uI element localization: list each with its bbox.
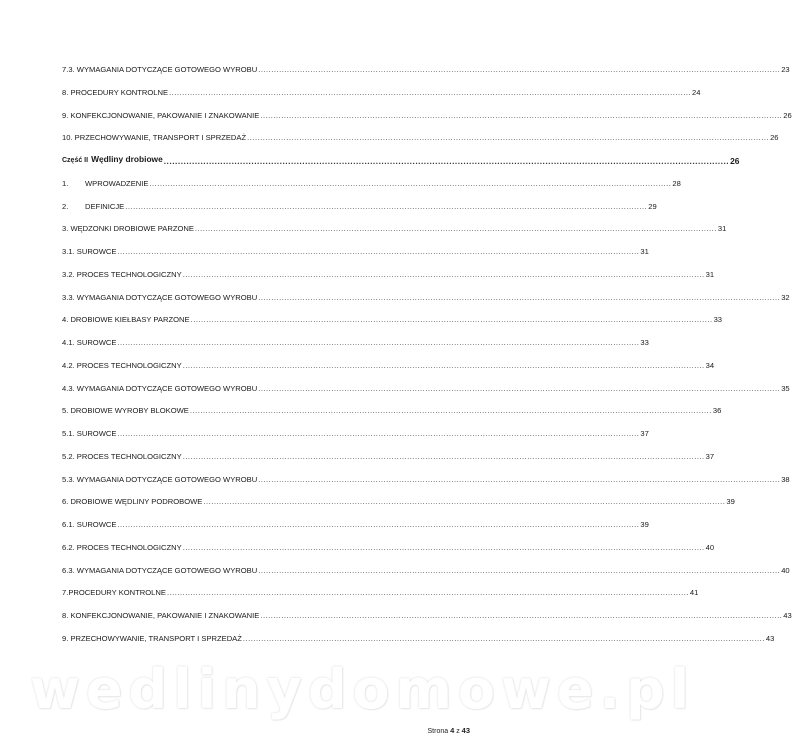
footer-current-page: 4	[450, 726, 455, 735]
toc-entry-page-number: 34	[705, 361, 715, 370]
toc-leader-dots: ........................................................................................................................................................................................................	[169, 88, 692, 97]
toc-leader-dots: ........................................................................................................................................................................................................	[117, 429, 640, 438]
toc-entry[interactable]	[62, 201, 657, 213]
toc-entry-page-number: 26	[730, 156, 740, 166]
toc-entry[interactable]	[62, 633, 775, 645]
toc-entry-label	[62, 451, 182, 463]
toc-entry-label	[62, 474, 257, 486]
toc-entry-label	[62, 110, 259, 122]
toc-leader-dots: ........................................................................................................................................................................................................	[117, 247, 640, 256]
toc-entry-page-number: 31	[717, 224, 727, 233]
toc-entry-title: Wędliny drobiowe	[91, 154, 163, 164]
toc-leader-dots: ........................................................................................................................................................................................................	[190, 315, 713, 324]
toc-entry[interactable]	[62, 565, 790, 577]
toc-entry[interactable]	[62, 587, 699, 599]
toc-entry[interactable]	[62, 87, 701, 99]
toc-entry-page-number: 39	[726, 497, 735, 506]
toc-entry-page-number: 31	[640, 247, 649, 256]
toc-entry-label	[62, 153, 163, 167]
toc-leader-dots: ........................................................................................................................................................................................................	[182, 270, 705, 279]
toc-entry-page-number: 24	[692, 88, 701, 97]
toc-entry-title: 6.3. WYMAGANIA DOTYCZĄCE GOTOWEGO WYROBU	[62, 566, 258, 575]
toc-leader-dots: ........................................................................................................................................................................................................	[182, 543, 705, 552]
toc-leader-dots: ........................................................................................................................................................................................................	[194, 224, 717, 233]
toc-entry-title: 10. PRZECHOWYWANIE, TRANSPORT I SPRZEDAŻ	[62, 133, 247, 142]
toc-leader-dots: ........................................................................................................................................................................................................	[166, 588, 689, 597]
toc-entry-page-number: 26	[770, 133, 779, 142]
toc-entry[interactable]	[62, 405, 722, 417]
toc-entry[interactable]	[62, 610, 792, 622]
toc-entry-title: 4.3. WYMAGANIA DOTYCZĄCE GOTOWEGO WYROBU	[62, 384, 258, 393]
toc-entry-page-number: 39	[640, 520, 649, 529]
toc-entry-number: 2.	[62, 202, 69, 211]
toc-entry-title: 4.2. PROCES TECHNOLOGICZNY	[62, 361, 182, 370]
toc-entry[interactable]	[62, 292, 790, 304]
toc-leader-dots: ........................................................................................................................................................................................................	[182, 361, 705, 370]
toc-entry-page-number: 38	[781, 475, 790, 484]
footer-separator: z	[456, 728, 460, 735]
toc-entry[interactable]	[62, 246, 649, 258]
toc-entry-label	[62, 360, 182, 372]
toc-entry[interactable]	[62, 474, 790, 486]
toc-leader-dots: ........................................................................................................................................................................................................	[242, 634, 765, 643]
toc-entry-page-number: 26	[783, 111, 792, 120]
toc-entry-label	[62, 565, 257, 577]
toc-entry[interactable]	[62, 64, 790, 76]
toc-entry[interactable]	[62, 110, 792, 122]
toc-entry[interactable]	[62, 178, 681, 190]
toc-entry-page-number: 37	[705, 452, 715, 461]
toc-entry-page-number: 43	[783, 611, 792, 620]
toc-entry-label	[62, 223, 194, 235]
toc-entry-title: 4. DROBIOWE KIEŁBASY PARZONE	[62, 315, 190, 324]
toc-entry-title: 3.2. PROCES TECHNOLOGICZNY	[62, 270, 182, 279]
toc-entry[interactable]	[62, 519, 649, 531]
toc-entry-title: 5.1. SUROWCE	[62, 429, 117, 438]
toc-leader-dots: ........................................................................................................................................................................................................	[258, 566, 781, 575]
toc-entry[interactable]	[62, 383, 790, 395]
toc-entry-title: 3. WĘDZONKI DROBIOWE PARZONE	[62, 224, 194, 233]
toc-leader-dots: ........................................................................................................................................................................................................	[258, 293, 781, 302]
toc-leader-dots: ........................................................................................................................................................................................................	[258, 65, 781, 74]
toc-entry[interactable]	[62, 269, 715, 281]
toc-entry-label	[62, 337, 116, 349]
toc-leader-dots: ........................................................................................................................................................................................................	[260, 611, 783, 620]
toc-entry-page-number: 35	[781, 384, 790, 393]
toc-entry[interactable]	[62, 337, 649, 349]
toc-entry-title: 5.2. PROCES TECHNOLOGICZNY	[62, 452, 182, 461]
toc-entry-title: 5. DROBIOWE WYROBY BLOKOWE	[62, 406, 189, 415]
toc-entry-title: 7.3. WYMAGANIA DOTYCZĄCE GOTOWEGO WYROBU	[62, 65, 258, 74]
toc-entry-page-number: 40	[781, 566, 790, 575]
footer-total-pages: 43	[461, 726, 470, 735]
toc-entry-title: 6.2. PROCES TECHNOLOGICZNY	[62, 543, 182, 552]
toc-leader-dots: ........................................................................................................................................................................................................	[125, 202, 648, 211]
watermark: wedlinydomowe.pl	[30, 658, 696, 721]
toc-entry-page-number: 36	[712, 406, 722, 415]
toc-leader-dots: ........................................................................................................................................................................................................	[258, 384, 781, 393]
toc-entry-title: 4.1. SUROWCE	[62, 338, 117, 347]
toc-entry[interactable]	[62, 360, 715, 372]
toc-entry-page-number: 37	[640, 429, 649, 438]
toc-entry-label	[62, 178, 148, 190]
toc-entry-label	[62, 496, 202, 508]
toc-entry-label	[62, 132, 246, 144]
toc-entry-page-number: 40	[705, 543, 715, 552]
toc-entry-label	[62, 405, 189, 417]
toc-entry-title: 9. PRZECHOWYWANIE, TRANSPORT I SPRZEDAŻ	[62, 634, 242, 643]
toc-entry-page-number: 29	[648, 202, 657, 211]
toc-entry-label	[62, 314, 190, 326]
toc-entry[interactable]	[62, 451, 715, 463]
toc-entry[interactable]	[62, 428, 649, 440]
toc-entry-label	[62, 201, 124, 213]
toc-entry-title: 7.PROCEDURY KONTROLNE	[62, 588, 166, 597]
toc-entry-label	[62, 87, 168, 99]
toc-leader-dots: ........................................................................................................................................................................................................	[117, 338, 640, 347]
page-footer	[428, 726, 471, 735]
toc-entry-label	[62, 292, 257, 304]
toc-leader-dots: ........................................................................................................................................................................................................	[189, 406, 712, 415]
toc-entry-page-number: 31	[705, 270, 715, 279]
toc-leader-dots: ........................................................................................................................................................................................................	[258, 475, 781, 484]
toc-leader-dots: ........................................................................................................................................................................................................	[247, 133, 770, 142]
toc-entry-label	[62, 542, 182, 554]
toc-entry-title: 3.3. WYMAGANIA DOTYCZĄCE GOTOWEGO WYROBU	[62, 293, 258, 302]
toc-entry-label	[62, 519, 116, 531]
toc-entry[interactable]	[62, 496, 735, 508]
toc-entry-label	[62, 269, 182, 281]
toc-leader-dots: ........................................................................................................................................................................................................	[203, 497, 726, 506]
toc-entry-title: WPROWADZENIE	[85, 179, 149, 188]
toc-leader-dots: ........................................................................................................................................................................................................	[163, 156, 730, 166]
toc-entry-page-number: 43	[765, 634, 775, 643]
toc-entry-page-number: 33	[640, 338, 649, 347]
toc-entry-label	[62, 633, 242, 645]
toc-leader-dots: ........................................................................................................................................................................................................	[149, 179, 672, 188]
toc-entry-label	[62, 246, 116, 258]
toc-entry-label	[62, 383, 257, 395]
footer-prefix: Strona	[427, 728, 449, 735]
toc-entry-label	[62, 64, 257, 76]
toc-entry-title: 6.1. SUROWCE	[62, 520, 117, 529]
toc-entry-page-number: 33	[713, 315, 723, 324]
toc-entry-part-prefix: Część II	[62, 157, 89, 164]
toc-entry-title: 8. PROCEDURY KONTROLNE	[62, 88, 169, 97]
toc-entry-label	[62, 610, 259, 622]
toc-entry-label	[62, 587, 166, 599]
toc-entry-title: 3.1. SUROWCE	[62, 247, 117, 256]
toc-entry-page-number: 23	[781, 65, 790, 74]
toc-entry[interactable]	[62, 154, 740, 167]
toc-entry-label	[62, 428, 116, 440]
toc-leader-dots: ........................................................................................................................................................................................................	[260, 111, 783, 120]
toc-entry-title: 8. KONFEKCJONOWANIE, PAKOWANIE I ZNAKOWANIE	[62, 611, 260, 620]
toc-leader-dots: ........................................................................................................................................................................................................	[117, 520, 640, 529]
toc-entry-title: 9. KONFEKCJONOWANIE, PAKOWANIE I ZNAKOWANIE	[62, 111, 260, 120]
toc-entry[interactable]	[62, 223, 727, 235]
toc-entry-title: DEFINICJE	[85, 202, 125, 211]
toc-entry[interactable]	[62, 314, 723, 326]
toc-entry-title: 6. DROBIOWE WĘDLINY PODROBOWE	[62, 497, 203, 506]
toc-entry-page-number: 41	[689, 588, 699, 597]
toc-entry-title: 5.3. WYMAGANIA DOTYCZĄCE GOTOWEGO WYROBU	[62, 475, 258, 484]
toc-entry-number: 1.	[62, 179, 69, 188]
toc-entry-page-number: 32	[781, 293, 790, 302]
toc-leader-dots: ........................................................................................................................................................................................................	[182, 452, 705, 461]
toc-entry[interactable]	[62, 132, 779, 144]
toc-entry[interactable]	[62, 542, 715, 554]
toc-entry-page-number: 28	[672, 179, 681, 188]
